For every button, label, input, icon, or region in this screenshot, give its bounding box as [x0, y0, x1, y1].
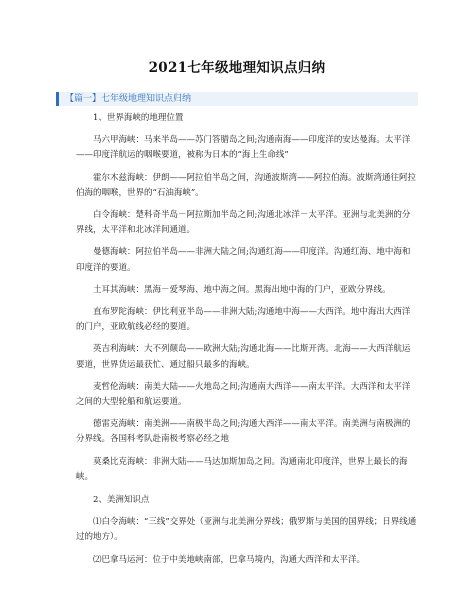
section-header-label: 【篇一】七年级地理知识点归纳 [65, 94, 192, 104]
paragraph-magellan: 麦哲伦海峡：南美大陆——火地岛之间;沟通南大西洋——南太平洋。大西洋和太平洋之间的大型轮船和航运要道。 [76, 381, 411, 408]
paragraph-gibraltar: 直布罗陀海峡：伊比利亚半岛——非洲大陆;沟通地中海——大西洋。地中海出大西洋的门户，亚欧航线必经的要道。 [76, 307, 411, 333]
paragraph-panama-canal: ⑵巴拿马运河：位于中美地峡南部，巴拿马境内，沟通大西洋和太平洋。 [93, 554, 366, 565]
paragraph-turkish: 土耳其海峡：黑海－爱琴海、地中海之间。黑海出地中海的门户，亚欧分界线。 [93, 284, 391, 295]
paragraph-mandeb: 曼德海峡：阿拉伯半岛——非洲大陆之间;沟通红海——印度洋。沟通红海、地中海和印度洋的要道。 [76, 247, 411, 273]
paragraph-bering-three-lines: ⑴白令海峡：“三线”交界处（亚洲与北美洲分界线；俄罗斯与美国的国界线；日界线通过的地方）。 [76, 517, 417, 543]
paragraph-hormuz: 霍尔木兹海峡：伊朗——阿拉伯半岛之间，沟通波斯湾——阿拉伯海。波斯湾通往阿拉伯海的咽喉，世界的“石油海峡”。 [76, 172, 417, 198]
subheading-straits: 1、世界海峡的地理位置 [93, 113, 184, 123]
paragraph-drake: 德雷克海峡：南美洲——南极半岛之间;沟通大西洋——南太平洋。南美洲与南极洲的分界线。各国科考队赴南极考察必经之地 [76, 419, 411, 445]
document-title: 2021七年级地理知识点归纳 [148, 60, 326, 76]
subheading-americas: 2、美洲知识点 [93, 495, 150, 506]
paragraph-bering: 白令海峡：楚科奇半岛－阿拉斯加半岛之间;沟通北冰洋－太平洋。亚洲与北美洲的分界线，太平洋和北冰洋间通道。 [76, 210, 411, 236]
section-header [56, 92, 418, 106]
paragraph-english-channel: 英吉利海峡：大不列颠岛——欧洲大陆;沟通北海——比斯开湾。北海——大西洋航运要道，世界货运最获忙、通过船只最多的海峡。 [76, 344, 411, 370]
paragraph-mozambique: 莫桑比克海峡：非洲大陆——马达加斯加岛之间。沟通南北印度洋，世界上最长的海峡。 [76, 456, 408, 482]
paragraph-malacca: 马六甲海峡：马来半岛——苏门答腊岛之间;沟通南海——印度洋的安达曼海。太平洋——印度洋航运的咽喉要道，被称为日本的“海上生命线” [76, 135, 411, 161]
document-body [76, 111, 418, 568]
